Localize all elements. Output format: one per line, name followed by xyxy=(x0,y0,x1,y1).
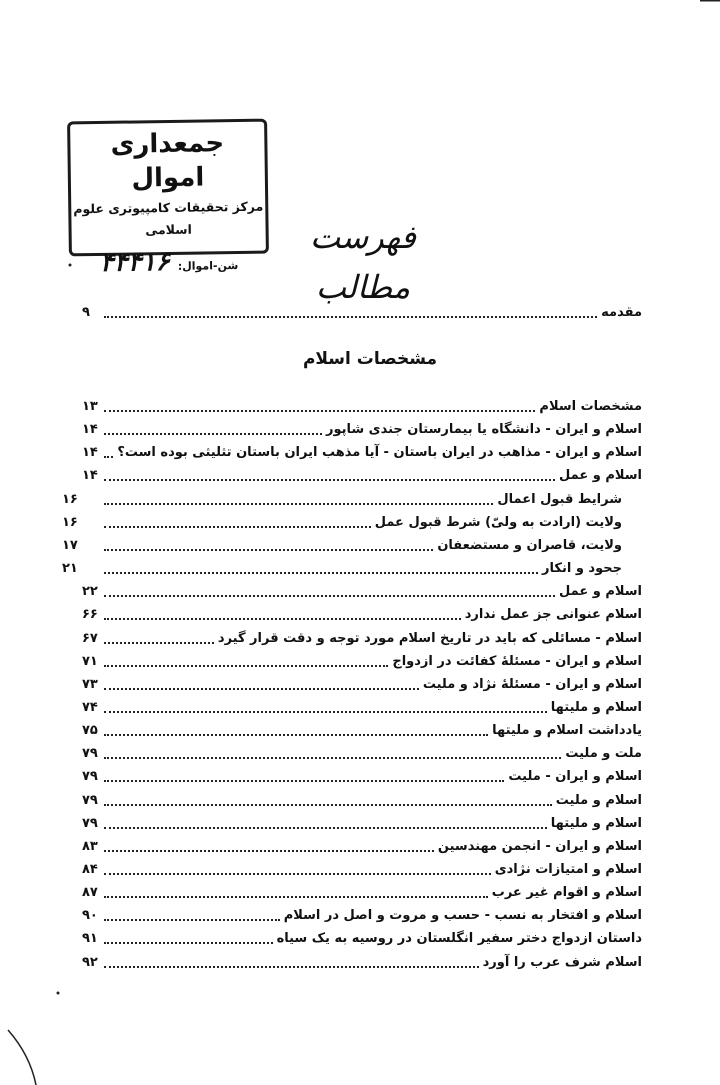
toc-entry xyxy=(82,859,642,881)
toc-entry-title: اسلام و ایران - ملیت xyxy=(508,769,642,784)
toc-entry xyxy=(82,674,642,696)
toc-entry-title: اسلام و ایران - مذاهب در ایران باستان - آیا مذهب ایران باستان تثلیثی بوده است؟ xyxy=(117,445,642,460)
toc-entry-page: ۱۴ xyxy=(82,445,98,460)
toc-entry xyxy=(82,604,642,626)
toc-entry-page: ۷۱ xyxy=(82,654,98,669)
toc-leader-dots xyxy=(104,549,433,551)
toc-entry-page: ۸۴ xyxy=(82,862,98,877)
toc-leader-dots xyxy=(104,919,280,921)
toc-entry xyxy=(82,882,642,904)
inventory-stamp xyxy=(67,119,269,278)
toc-entry-page: ۹ xyxy=(82,305,90,320)
toc-entry-title: اسلام و افتخار به نسب - حسب و مروت و اصل در اسلام xyxy=(283,908,642,923)
toc-leader-dots xyxy=(104,503,493,505)
toc-entry-page: ۱۷ xyxy=(62,538,78,553)
toc-leader-dots xyxy=(104,526,371,528)
toc-leader-dots xyxy=(104,711,547,713)
toc-leader-dots xyxy=(104,873,491,875)
toc-entry-title: مقدمه xyxy=(601,305,642,320)
toc-entry-page: ۸۷ xyxy=(82,885,98,900)
toc-entry xyxy=(82,790,642,812)
toc-entry xyxy=(82,813,642,835)
toc-entry-page: ۶۷ xyxy=(82,631,98,646)
toc-entry xyxy=(82,419,642,441)
toc-entry-title: داستان ازدواج دختر سفیر انگلستان در روسیه به یک سیاه xyxy=(276,931,642,946)
stamp-title: جمعداری اموال xyxy=(110,128,225,194)
toc-entry-page: ۹۰ xyxy=(82,908,98,923)
toc-entry xyxy=(82,396,642,418)
toc-entry xyxy=(82,905,642,927)
stamp-number-row xyxy=(72,246,266,279)
stamp-number-label: شن-اموال: xyxy=(177,259,239,273)
toc-entry-title: اسلام و ایران - مسئلهٔ کفائت در ازدواج xyxy=(392,654,642,669)
toc-entry-page: ۹۲ xyxy=(82,955,98,970)
toc-entry-page: ۷۴ xyxy=(82,700,98,715)
toc-leader-dots xyxy=(104,734,488,736)
toc-entry xyxy=(82,928,642,950)
stamp-number: ۴۴۴۱۶ xyxy=(99,246,170,278)
toc-entry-title: جحود و انکار xyxy=(542,561,622,576)
toc-entry-title: اسلام عنوانی جز عمل ندارد xyxy=(464,607,642,622)
toc-entry-page: ۷۹ xyxy=(82,793,98,808)
toc-entry-title: اسلام و ایران - دانشگاه یا بیمارستان جندی شاپور xyxy=(325,422,642,437)
toc-entry-title: اسلام و ملیت xyxy=(555,793,642,808)
toc-entry-title: اسلام و امتیازات نژادی xyxy=(494,862,642,877)
toc-entry-page: ۸۳ xyxy=(82,839,98,854)
toc-leader-dots xyxy=(104,410,535,412)
toc-leader-dots xyxy=(104,804,552,806)
toc-entry-title: مشخصات اسلام xyxy=(539,399,642,414)
toc-entry-title: ولایت، قاصران و مستضعفان xyxy=(437,538,622,553)
toc-entry-title: ملت و ملیت xyxy=(565,746,642,761)
toc-entry-page: ۲۲ xyxy=(82,584,98,599)
toc-leader-dots xyxy=(104,665,388,667)
page-title: فهرست مطالب xyxy=(310,218,416,306)
toc-leader-dots xyxy=(104,966,479,968)
toc-leader-dots xyxy=(104,942,273,944)
toc-leader-dots xyxy=(104,827,547,829)
toc-leader-dots xyxy=(104,572,538,574)
stamp-subtitle: مرکز تحقیقات کامپیوتری علوم اسلامی xyxy=(73,198,264,238)
toc-entry-page: ۷۵ xyxy=(82,723,98,738)
toc-entry-title: یادداشت اسلام و ملیتها xyxy=(492,723,642,738)
toc-entry xyxy=(82,720,642,742)
toc-entry xyxy=(82,743,642,765)
toc-entry xyxy=(62,512,622,534)
toc-entry xyxy=(82,628,642,650)
toc-leader-dots xyxy=(104,316,597,318)
toc-entry xyxy=(82,651,642,673)
toc-entry xyxy=(82,697,642,719)
toc-leader-dots xyxy=(104,433,322,435)
toc-entry xyxy=(82,442,642,464)
toc-entry-title: اسلام و ملیتها xyxy=(550,700,642,715)
toc-entry-page: ۱۶ xyxy=(62,515,78,530)
toc-leader-dots xyxy=(104,456,113,458)
toc-entry-page: ۷۳ xyxy=(82,677,98,692)
toc-entry-page: ۱۶ xyxy=(62,492,78,507)
toc-entry-title: اسلام و ملیتها xyxy=(550,816,642,831)
toc-entry-title: شرایط قبول اعمال xyxy=(497,492,622,507)
toc-leader-dots xyxy=(104,688,419,690)
toc-entry-page: ۹۱ xyxy=(82,931,98,946)
toc-leader-dots xyxy=(104,850,434,852)
toc-entry-page: ۷۹ xyxy=(82,816,98,831)
toc-entry xyxy=(62,535,622,557)
toc-leader-dots xyxy=(104,479,555,481)
toc-entry-title: اسلام و ایران - مسئلهٔ نژاد و ملیت xyxy=(422,677,642,692)
toc-entry-title: اسلام شرف عرب را آورد xyxy=(482,955,642,970)
toc-entry xyxy=(82,836,642,858)
toc-leader-dots xyxy=(104,595,555,597)
toc-leader-dots xyxy=(104,757,561,759)
toc-entry-page: ۷۹ xyxy=(82,746,98,761)
toc-leader-dots xyxy=(104,896,488,898)
toc-entry xyxy=(62,558,622,580)
toc-entry-page: ۱۴ xyxy=(82,468,98,483)
toc-entry xyxy=(82,581,642,603)
toc-entry-page: ۱۴ xyxy=(82,422,98,437)
toc-entry xyxy=(82,766,642,788)
toc-entry xyxy=(82,465,642,487)
toc-entry-title: اسلام و عمل xyxy=(559,468,642,483)
toc-entry-title: اسلام - مسائلی که باید در تاریخ اسلام مورد توجه و دقت قرار گیرد xyxy=(217,631,642,646)
toc-entry-title: اسلام و اقوام غیر عرب xyxy=(491,885,642,900)
toc-leader-dots xyxy=(104,642,214,644)
toc-entry xyxy=(82,952,642,974)
toc-entry-page: ۱۳ xyxy=(82,399,98,414)
section-heading: مشخصات اسلام xyxy=(302,349,438,369)
toc-entry-title: ولایت (ارادت به ولیّ) شرط قبول عمل xyxy=(374,515,622,530)
toc-entry-page: ۲۱ xyxy=(62,561,78,576)
toc-entry-title: اسلام و ایران - انجمن مهندسین xyxy=(437,839,642,854)
toc-entry-page: ۶۶ xyxy=(82,607,98,622)
toc-entry-intro xyxy=(82,302,642,324)
toc-entry xyxy=(62,489,622,511)
toc-entry-title: اسلام و عمل xyxy=(559,584,642,599)
toc-leader-dots xyxy=(104,780,504,782)
toc-leader-dots xyxy=(104,618,461,620)
toc-entry-page: ۷۹ xyxy=(82,769,98,784)
